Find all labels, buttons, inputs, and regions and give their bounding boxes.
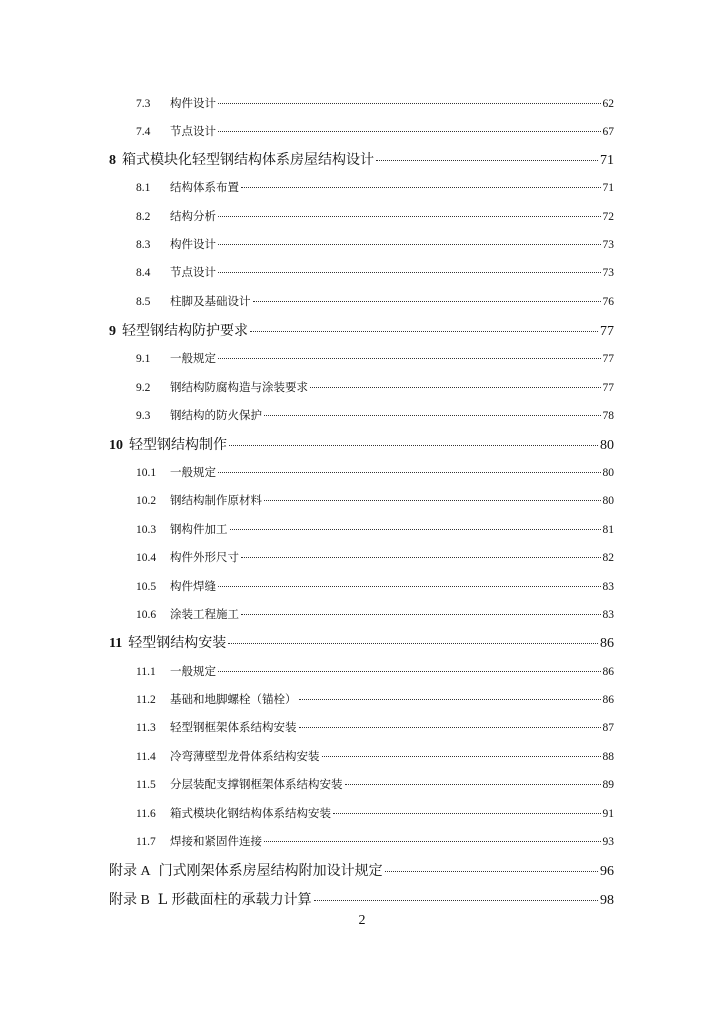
toc-entry-title: 涂装工程施工 xyxy=(170,607,239,621)
toc-entry-section[interactable] xyxy=(136,264,614,280)
toc-entry-page: 80 xyxy=(602,467,614,479)
toc-entry-number: 11.7 xyxy=(136,836,156,848)
toc-entry-title: 箱式模块化轻型钢结构体系房屋结构设计 xyxy=(122,152,374,168)
toc-entry-number: 7.3 xyxy=(136,98,151,110)
toc-entry-section[interactable] xyxy=(136,549,614,565)
toc-dot-leader xyxy=(333,813,601,814)
toc-dot-leader xyxy=(250,331,598,332)
toc-entry-section[interactable] xyxy=(136,776,614,792)
toc-entry-title: 一般规定 xyxy=(170,664,216,678)
toc-entry-page: 67 xyxy=(602,126,614,138)
toc-entry-number: 11 xyxy=(109,636,123,651)
toc-entry-number: 7.4 xyxy=(136,126,151,138)
toc-entry-section[interactable] xyxy=(136,578,614,594)
toc-entry-section[interactable] xyxy=(136,293,614,309)
toc-dot-leader xyxy=(314,900,598,901)
toc-entry-number: 10.6 xyxy=(136,609,157,621)
toc-entry-section[interactable] xyxy=(136,663,614,679)
toc-dot-leader xyxy=(230,529,601,530)
toc-dot-leader xyxy=(310,387,601,388)
toc-entry-number: 11.2 xyxy=(136,694,156,706)
toc-entry-page: 86 xyxy=(602,666,614,678)
toc-entry-title: 基础和地脚螺栓（锚栓） xyxy=(170,692,297,706)
toc-entry-chapter[interactable] xyxy=(109,434,614,454)
toc-dot-leader xyxy=(218,216,601,217)
toc-entry-title: 钢结构的防火保护 xyxy=(170,408,262,422)
toc-entry-section[interactable] xyxy=(136,805,614,821)
toc-entry-number: 附录 B xyxy=(109,893,150,908)
toc-dot-leader xyxy=(264,415,601,416)
toc-entry-title: 门式刚架体系房屋结构附加设计规定 xyxy=(158,863,383,879)
toc-entry-title: 冷弯薄壁型龙骨体系结构安装 xyxy=(170,749,320,763)
toc-entry-number: 10.1 xyxy=(136,467,157,479)
toc-entry-appendix[interactable] xyxy=(109,889,614,909)
toc-entry-title: 一般规定 xyxy=(170,465,216,479)
toc-entry-title: 轻型钢结构制作 xyxy=(129,437,227,453)
toc-entry-number: 10.4 xyxy=(136,552,157,564)
toc-entry-title: 节点设计 xyxy=(170,265,216,279)
toc-entry-page: 80 xyxy=(600,438,614,453)
toc-dot-leader xyxy=(241,187,601,188)
toc-dot-leader xyxy=(241,614,601,615)
toc-dot-leader xyxy=(264,500,601,501)
toc-dot-leader xyxy=(376,160,598,161)
toc-entry-page: 76 xyxy=(602,296,614,308)
toc-dot-leader xyxy=(218,272,601,273)
toc-entry-title: 构件外形尺寸 xyxy=(170,550,239,564)
toc-entry-page: 83 xyxy=(602,581,614,593)
toc-dot-leader xyxy=(264,841,601,842)
toc-entry-page: 96 xyxy=(600,864,614,879)
toc-entry-number: 11.4 xyxy=(136,751,156,763)
toc-entry-page: 77 xyxy=(600,324,614,339)
toc-entry-title: 构件设计 xyxy=(170,96,216,110)
toc-entry-section[interactable] xyxy=(136,521,614,537)
toc-entry-page: 62 xyxy=(602,98,614,110)
toc-entry-page: 82 xyxy=(602,552,614,564)
toc-entry-number: 10.2 xyxy=(136,495,157,507)
toc-dot-leader xyxy=(218,358,601,359)
toc-entry-title: 轻型钢框架体系结构安装 xyxy=(170,720,297,734)
toc-entry-title: 钢构件加工 xyxy=(170,522,228,536)
toc-entry-section[interactable] xyxy=(136,691,614,707)
toc-entry-title: 焊接和紧固件连接 xyxy=(170,834,262,848)
toc-entry-number: 9.2 xyxy=(136,382,151,394)
toc-entry-page: 86 xyxy=(600,636,614,651)
toc-dot-leader xyxy=(218,472,601,473)
toc-entry-number: 11.1 xyxy=(136,666,156,678)
toc-entry-page: 83 xyxy=(602,609,614,621)
toc-dot-leader xyxy=(218,103,601,104)
toc-entry-number: 11.3 xyxy=(136,722,156,734)
toc-entry-number: 8 xyxy=(109,153,116,168)
toc-entry-page: 87 xyxy=(602,722,614,734)
toc-entry-number: 8.3 xyxy=(136,239,151,251)
toc-entry-section[interactable] xyxy=(136,236,614,252)
toc-entry-section[interactable] xyxy=(136,464,614,480)
toc-entry-page: 86 xyxy=(602,694,614,706)
toc-entry-title: 节点设计 xyxy=(170,124,216,138)
toc-dot-leader xyxy=(241,557,601,558)
toc-entry-chapter[interactable] xyxy=(109,632,614,652)
toc-entry-section[interactable] xyxy=(136,606,614,622)
toc-entry-number: 11.6 xyxy=(136,808,156,820)
toc-entry-number: 11.5 xyxy=(136,779,156,791)
toc-entry-title: 箱式模块化钢结构体系结构安装 xyxy=(170,806,331,820)
toc-entry-page: 72 xyxy=(602,211,614,223)
toc-dot-leader xyxy=(218,671,601,672)
toc-entry-section[interactable] xyxy=(136,407,614,423)
toc-entry-page: 73 xyxy=(602,239,614,251)
toc-entry-page: 73 xyxy=(602,267,614,279)
toc-entry-page: 91 xyxy=(602,808,614,820)
toc-entry-title: L 形截面柱的承载力计算 xyxy=(157,892,312,908)
toc-dot-leader xyxy=(218,131,601,132)
toc-entry-title: 构件焊缝 xyxy=(170,579,216,593)
toc-dot-leader xyxy=(299,727,601,728)
toc-entry-number: 9.3 xyxy=(136,410,151,422)
toc-entry-title: 柱脚及基础设计 xyxy=(170,294,251,308)
toc-entry-section[interactable] xyxy=(136,179,614,195)
toc-entry-section[interactable] xyxy=(136,350,614,366)
page-number: 2 xyxy=(358,913,366,928)
toc-entry-page: 71 xyxy=(600,153,614,168)
toc-entry-title: 轻型钢结构防护要求 xyxy=(122,323,248,339)
toc-entry-number: 10.5 xyxy=(136,581,157,593)
toc-entry-appendix[interactable] xyxy=(109,860,614,880)
toc-dot-leader xyxy=(218,586,601,587)
toc-entry-title: 轻型钢结构安装 xyxy=(128,635,227,651)
toc-dot-leader xyxy=(322,756,601,757)
toc-entry-section[interactable] xyxy=(136,379,614,395)
toc-entry-section[interactable] xyxy=(136,748,614,764)
toc-dot-leader xyxy=(218,244,601,245)
toc-entry-page: 78 xyxy=(602,410,614,422)
toc-entry-number: 10.3 xyxy=(136,524,157,536)
toc-entry-number: 8.2 xyxy=(136,211,151,223)
toc-entry-page: 80 xyxy=(602,495,614,507)
toc-entry-section[interactable] xyxy=(136,492,614,508)
toc-entry-page: 89 xyxy=(602,779,614,791)
toc-entry-page: 77 xyxy=(602,382,614,394)
toc-entry-title: 一般规定 xyxy=(170,351,216,365)
toc-entry-number: 10 xyxy=(109,438,123,453)
toc-entry-chapter[interactable] xyxy=(109,320,614,340)
toc-entry-number: 附录 A xyxy=(109,864,151,879)
toc-entry-page: 71 xyxy=(602,182,614,194)
toc-dot-leader xyxy=(385,871,598,872)
toc-entry-title: 分层装配支撑钢框架体系结构安装 xyxy=(170,777,343,791)
toc-entry-title: 钢结构制作原材料 xyxy=(170,493,262,507)
toc-entry-title: 钢结构防腐构造与涂装要求 xyxy=(170,380,308,394)
toc-entry-page: 81 xyxy=(602,524,614,536)
toc-entry-number: 9 xyxy=(109,324,116,339)
toc-dot-leader xyxy=(228,643,598,644)
toc-entry-number: 9.1 xyxy=(136,353,151,365)
toc-entry-title: 结构分析 xyxy=(170,209,216,223)
toc-entry-section[interactable] xyxy=(136,833,614,849)
toc-entry-section[interactable] xyxy=(136,208,614,224)
toc-dot-leader xyxy=(229,445,598,446)
toc-entry-chapter[interactable] xyxy=(109,149,614,169)
toc-entry-page: 88 xyxy=(602,751,614,763)
toc-entry-page: 98 xyxy=(600,893,614,908)
toc-dot-leader xyxy=(345,784,601,785)
toc-entry-section[interactable] xyxy=(136,719,614,735)
toc-dot-leader xyxy=(253,301,601,302)
toc-entry-section[interactable] xyxy=(136,123,614,139)
toc-entry-page: 93 xyxy=(602,836,614,848)
toc-entry-page: 77 xyxy=(602,353,614,365)
toc-entry-title: 构件设计 xyxy=(170,237,216,251)
toc-entry-number: 8.1 xyxy=(136,182,151,194)
toc-entry-number: 8.4 xyxy=(136,267,151,279)
toc-entry-number: 8.5 xyxy=(136,296,151,308)
toc-entry-title: 结构体系布置 xyxy=(170,180,239,194)
toc-entry-section[interactable] xyxy=(136,95,614,111)
toc-dot-leader xyxy=(299,699,601,700)
